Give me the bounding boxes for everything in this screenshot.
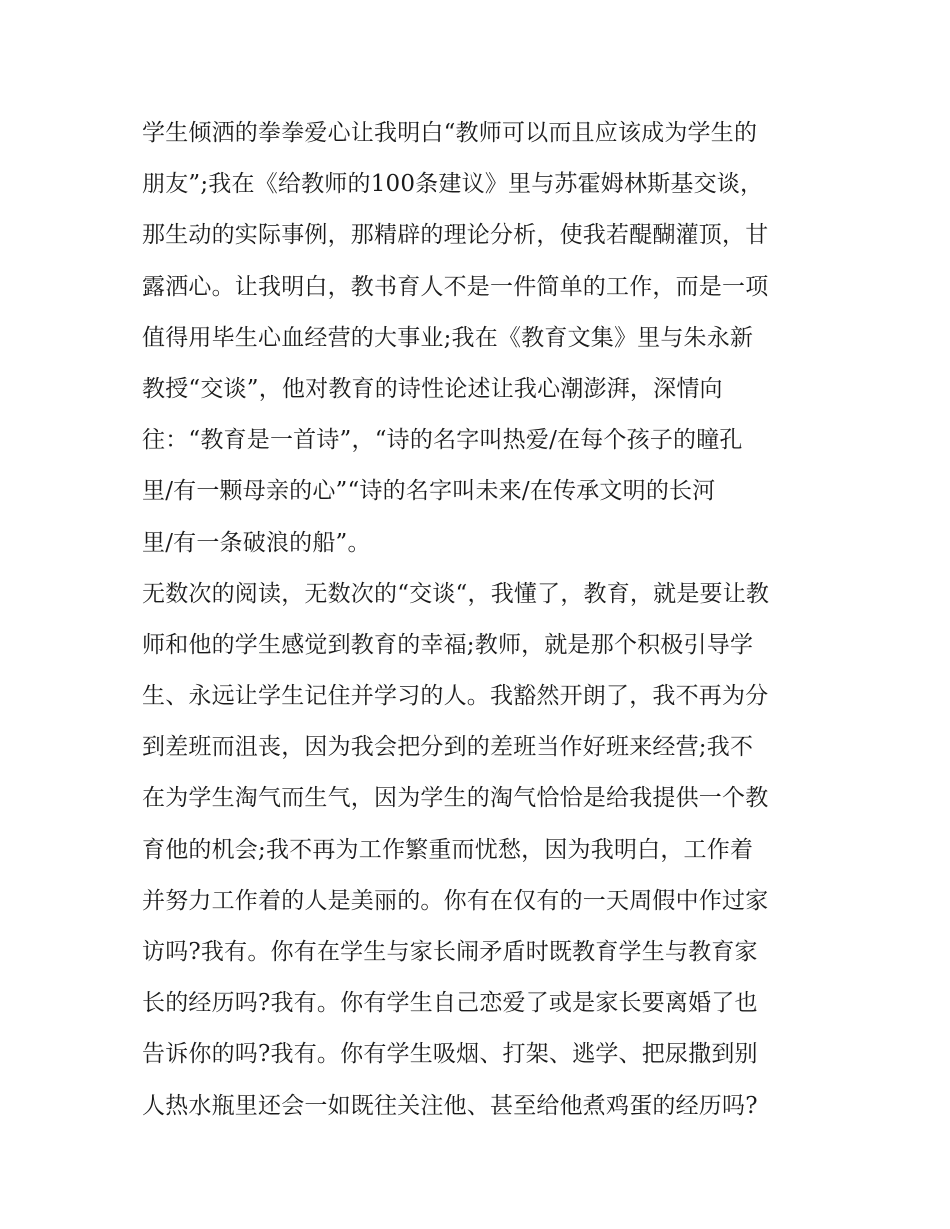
text-line: 育他的机会;我不再为工作繁重而忧愁，因为我明白，工作着 [142,836,754,863]
text-line: 生、永远让学生记住并学习的人。我豁然开朗了，我不再为分 [142,683,769,710]
text-line: 朋友”;我在《给教师的100条建议》里与苏霍姆林斯基交谈， [142,171,764,198]
text-line: 告诉你的吗?我有。你有学生吸烟、打架、逃学、把尿撒到别 [142,1041,758,1068]
text-line: 里/有一颗母亲的心”“诗的名字叫未来/在传承文明的长河 [142,478,716,505]
text-line: 在为学生淘气而生气，因为学生的淘气恰恰是给我提供一个教 [142,785,769,812]
text-line: 到差班而沮丧，因为我会把分到的差班当作好班来经营;我不 [142,734,754,761]
text-line: 学生倾洒的拳拳爱心让我明白“教师可以而且应该成为学生的 [142,120,758,146]
text-line: 值得用毕生心血经营的大事业;我在《教育文集》里与朱永新 [142,324,754,351]
text-line: 人热水瓶里还会一如既往关注他、甚至给他煮鸡蛋的经历吗? [142,1092,758,1119]
text-line: 长的经历吗?我有。你有学生自己恋爱了或是家长要离婚了也 [142,990,758,1017]
text-line: 教授“交谈”，他对教育的诗性论述让我心潮澎湃，深情向 [142,375,723,402]
body-text [142,108,822,1132]
text-line: 并努力工作着的人是美丽的。你有在仅有的一天周假中作过家 [142,887,769,914]
text-line: 师和他的学生感觉到教育的幸福;教师，就是那个积极引导学 [142,631,754,658]
text-line: 往：“教育是一首诗”，“诗的名字叫热爱/在每个孩子的瞳孔 [142,427,743,454]
text-line: 那生动的实际事例，那精辟的理论分析，使我若醍醐灌顶，甘 [142,222,769,249]
text-line: 无数次的阅读，无数次的“交谈“，我懂了，教育，就是要让教 [142,580,770,607]
text-line: 露洒心。让我明白，教书育人不是一件简单的工作，而是一项 [142,273,769,300]
text-line: 访吗?我有。你有在学生与家长闹矛盾时既教育学生与教育家 [142,939,758,965]
text-line: 里/有一条破浪的船”。 [142,529,371,556]
